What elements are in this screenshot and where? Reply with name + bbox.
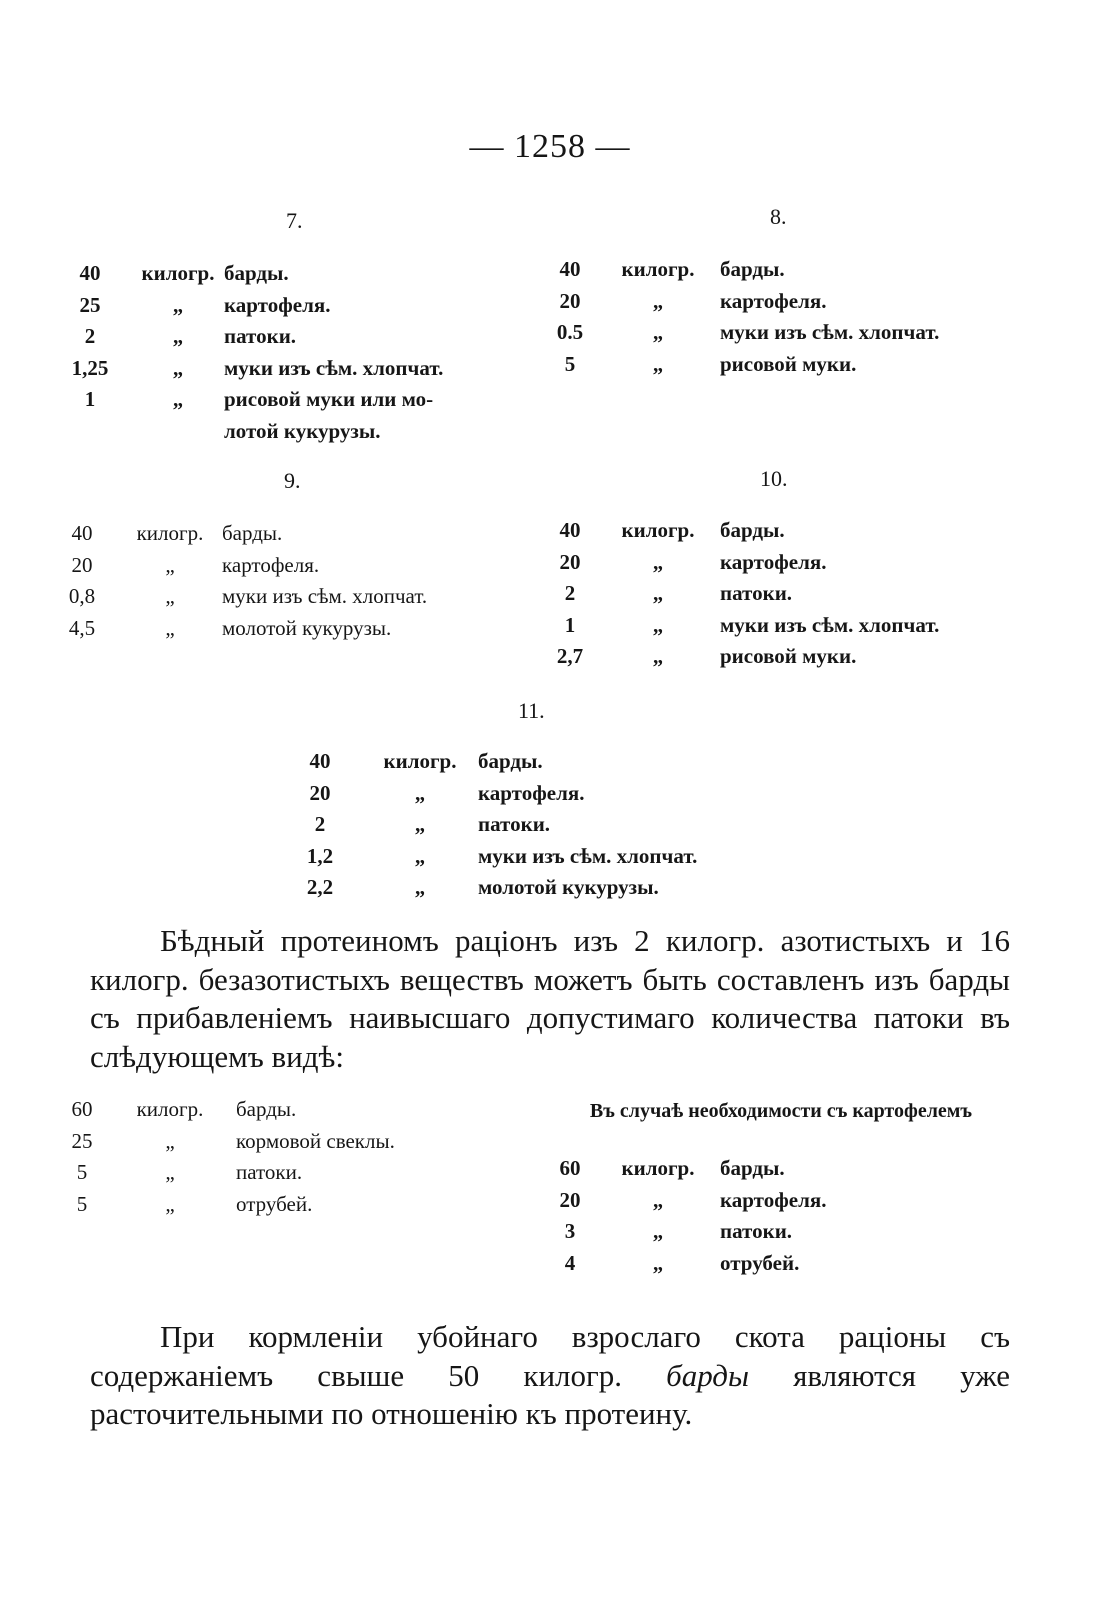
ingredient: рисовой муки или мо- <box>224 387 434 411</box>
ingredient: отрубей. <box>236 1191 313 1216</box>
unit: „ <box>165 552 175 577</box>
unit: килогр. <box>141 261 215 285</box>
ingredient: картофеля. <box>222 552 320 577</box>
ingredient: картофеля. <box>720 1187 827 1212</box>
ingredient: патоки. <box>224 324 297 348</box>
quantity: 40 <box>559 518 581 542</box>
quantity: 25 <box>79 292 101 317</box>
unit: „ <box>652 351 664 376</box>
quantity: 1 <box>564 612 576 637</box>
quantity: 60 <box>71 1097 93 1121</box>
quantity: 1,25 <box>71 355 109 380</box>
ingredient: муки изъ сѣм. хлопчат. <box>720 612 940 637</box>
quantity: 20 <box>559 288 581 313</box>
recipe-number-11: 11. <box>518 698 545 723</box>
quantity: 40 <box>71 521 93 545</box>
unit: „ <box>652 320 664 344</box>
ingredient: лотой кукурузы. <box>224 418 381 443</box>
ingredient: барды. <box>478 749 543 773</box>
ingredient: картофеля. <box>720 549 827 574</box>
unit: „ <box>165 615 175 640</box>
recipe-number-8: 8. <box>770 204 787 229</box>
quantity: 2 <box>314 812 326 836</box>
quantity: 3 <box>564 1219 576 1243</box>
paragraph-text-after: являются уже расточительными по отношенію къ протеину. <box>90 1357 1010 1431</box>
recipe-number-10: 10. <box>760 466 788 491</box>
ingredient: муки изъ сѣм. хлопчат. <box>224 355 444 380</box>
ingredient: картофеля. <box>224 292 331 317</box>
unit: „ <box>165 1160 175 1184</box>
quantity: 2,7 <box>556 644 584 668</box>
ingredient: патоки. <box>478 812 551 836</box>
quantity: 4,5 <box>68 615 96 640</box>
unit: „ <box>652 288 664 313</box>
unit: килогр. <box>621 257 695 281</box>
quantity: 0.5 <box>556 320 584 344</box>
ingredient: барды. <box>222 521 283 545</box>
ingredient: муки изъ сѣм. хлопчат. <box>720 320 940 344</box>
quantity: 20 <box>309 780 331 805</box>
ingredient: картофеля. <box>478 780 585 805</box>
quantity: 20 <box>71 552 93 577</box>
unit: „ <box>172 292 184 317</box>
quantity: 4 <box>564 1250 576 1275</box>
unit: килогр. <box>621 518 695 542</box>
unit: „ <box>652 612 664 637</box>
quantity: 25 <box>71 1128 93 1153</box>
quantity: 20 <box>559 1187 581 1212</box>
unit: „ <box>172 324 184 348</box>
quantity: 60 <box>559 1156 581 1180</box>
unit: „ <box>172 355 184 380</box>
ingredient: барды. <box>720 518 785 542</box>
ingredient: муки изъ сѣм. хлопчат. <box>222 584 428 608</box>
emphasis-barda: барды <box>666 1357 749 1393</box>
unit: „ <box>414 843 426 868</box>
ration-b-caption: Въ случаѣ необходимости съ картофелемъ <box>589 1100 973 1122</box>
unit: „ <box>652 1187 664 1212</box>
ingredient: барды. <box>224 261 289 285</box>
ingredient: отрубей. <box>720 1250 800 1275</box>
ingredient: молотой кукурузы. <box>478 875 659 899</box>
ingredient: патоки. <box>720 1219 793 1243</box>
paragraph-slaughter-cattle <box>90 1318 1010 1434</box>
ingredient: патоки. <box>236 1160 303 1184</box>
unit: килогр. <box>136 1097 204 1121</box>
quantity: 1,2 <box>306 843 334 868</box>
ingredient: молотой кукурузы. <box>222 615 392 640</box>
ingredient: муки изъ сѣм. хлопчат. <box>478 843 698 868</box>
unit: килогр. <box>621 1156 695 1180</box>
ingredient: рисовой муки. <box>720 351 857 376</box>
quantity: 5 <box>76 1191 88 1216</box>
ingredient: патоки. <box>720 581 793 605</box>
quantity: 5 <box>76 1160 88 1184</box>
quantity: 0,8 <box>68 584 96 608</box>
unit: „ <box>652 549 664 574</box>
page-number: — 1258 — <box>469 128 631 165</box>
quantity: 40 <box>79 261 101 285</box>
quantity: 2 <box>564 581 576 605</box>
ingredient: рисовой муки. <box>720 644 857 668</box>
paragraph-text: Бѣдный протеиномъ раціонъ изъ 2 килогр. азотистыхъ и 16 килогр. безазотистыхъ веществъ можетъ быть составленъ изъ барды съ прибавленіемъ наивысшаго допустимаго количества патоки въ слѣдующемъ видѣ: <box>90 923 1010 1074</box>
unit: „ <box>165 584 175 608</box>
recipe-number-9: 9. <box>284 468 301 493</box>
unit: килогр. <box>383 749 457 773</box>
unit: „ <box>652 581 664 605</box>
unit: „ <box>652 1219 664 1243</box>
paragraph-poor-protein-ration <box>90 922 1010 1076</box>
unit: „ <box>652 644 664 668</box>
ingredient: барды. <box>720 257 785 281</box>
unit: „ <box>414 812 426 836</box>
quantity: 20 <box>559 549 581 574</box>
ingredient: картофеля. <box>720 288 827 313</box>
unit: „ <box>172 387 184 411</box>
quantity: 40 <box>309 749 331 773</box>
recipe-number-7: 7. <box>286 208 303 233</box>
unit: „ <box>165 1191 175 1216</box>
quantity: 40 <box>559 257 581 281</box>
paragraph-text-before: При кормленіи убойнаго взрослаго скота раціоны съ содержаніемъ свыше 50 килогр. <box>90 1319 1010 1393</box>
quantity: 2,2 <box>306 875 334 899</box>
ingredient: кормовой свеклы. <box>236 1128 395 1153</box>
ingredient: барды. <box>720 1156 785 1180</box>
quantity: 2 <box>84 324 96 348</box>
ingredient: барды. <box>236 1097 297 1121</box>
unit: „ <box>165 1128 175 1153</box>
unit: „ <box>652 1250 664 1275</box>
unit: „ <box>414 780 426 805</box>
unit: килогр. <box>136 521 204 545</box>
unit: „ <box>414 875 426 899</box>
quantity: 5 <box>564 351 576 376</box>
quantity: 1 <box>84 387 96 411</box>
